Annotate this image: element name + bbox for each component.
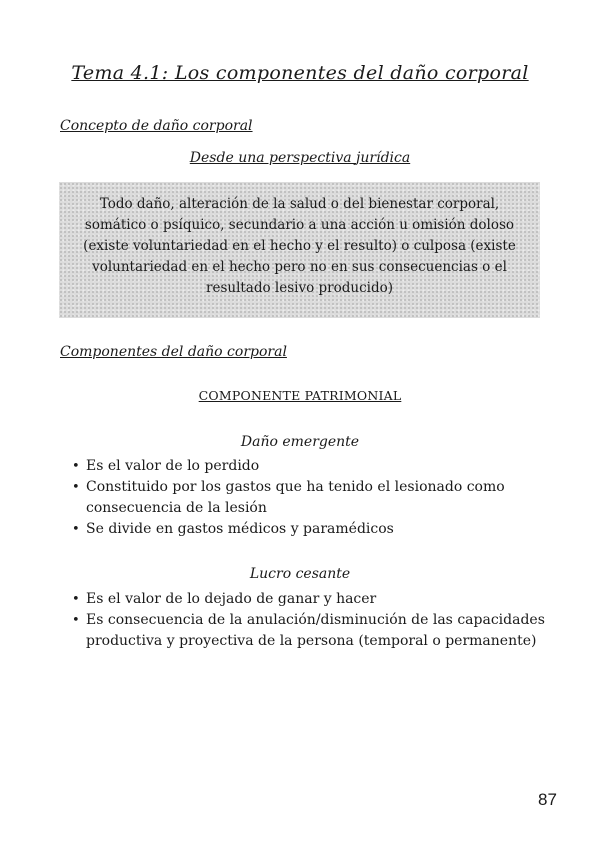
- perspective-prefix: Desde una perspectiva: [189, 150, 357, 166]
- perspective-word: jurídica: [356, 150, 411, 166]
- lucro-cesante-title: Lucro cesante: [249, 566, 351, 582]
- dano-emergente-list: [68, 456, 548, 540]
- page-title: Tema 4.1: Los componentes del daño corporal: [71, 62, 529, 84]
- list-item: • Constituido por los gastos que ha tenido el lesionado como consecuencia de la lesión: [68, 477, 548, 519]
- list-item: • Es el valor de lo perdido: [68, 456, 548, 477]
- list-item: • Es el valor de lo dejado de ganar y hacer: [68, 589, 548, 610]
- patrimonial-heading: COMPONENTE PATRIMONIAL: [198, 388, 402, 403]
- perspective-heading: [0, 150, 600, 166]
- dano-emergente-title: Daño emergente: [240, 434, 360, 450]
- definition-box: [59, 182, 540, 318]
- definition-text: Todo daño, alteración de la salud o del bienestar corporal, somático o psíquico, secundario a una acción u omisión doloso (existe voluntariedad en el hecho y el resulto) o culposa (existe voluntariedad en el hecho pero no en sus consecuencias o el resultado lesivo producido): [83, 196, 516, 296]
- lucro-cesante-list: [68, 589, 548, 652]
- list-item: • Se divide en gastos médicos y paramédicos: [68, 519, 548, 540]
- page-number: 87: [538, 790, 557, 809]
- concept-heading: Concepto de daño corporal: [60, 118, 253, 134]
- components-heading: Componentes del daño corporal: [60, 344, 287, 360]
- list-item: • Es consecuencia de la anulación/disminución de las capacidades productiva y proyectiva de la persona (temporal o permanente): [68, 610, 548, 652]
